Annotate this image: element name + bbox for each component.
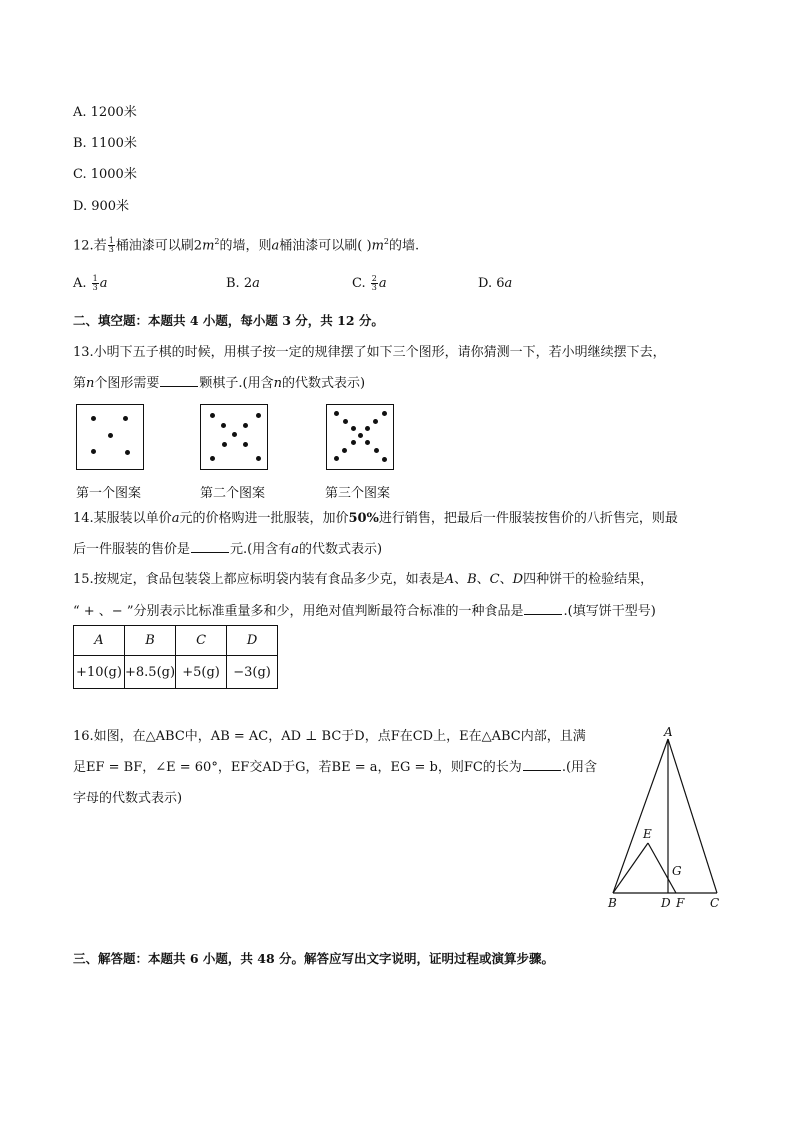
segment-ab [613,739,668,893]
table-cell: +8.5(g) [125,656,176,689]
math-var: a [99,276,108,291]
q12-text: 桶油漆可以刷2 [115,238,203,254]
q15-text: “ + 、− ”分别表示比标准重量多和少，用绝对值判断最符合标准的一种食品是 [73,604,524,619]
q14-text: 进行销售，把最后一件服装按售价的八折售完，则最 [378,511,678,526]
math-var: a [504,276,513,291]
q16-text: 足EF = BF，∠E = 60°，EF交AD于G，若BE = a，EG = b，则FC的长为 [73,760,522,775]
q14-line-2 [73,539,382,560]
chess-piece-dot [256,413,261,418]
chess-piece-dot [222,442,227,447]
q12-stem [73,232,419,256]
section-3-heading: 三、解答题：本题共 6 小题，共 48 分。解答应写出文字说明，证明过程或演算步骤。 [73,951,555,966]
q14-text: 元的价格购进一批服装，加价 [179,511,349,526]
separator: 、 [454,572,468,587]
q15-line-2 [73,601,656,622]
triangle-figure [600,725,730,915]
table-header-cell: A [74,626,125,656]
q12-option-b [226,274,260,294]
chess-piece-dot [342,448,347,453]
separator: 、 [499,572,513,587]
q12-text: 的墙. [388,238,420,254]
math-var: A [444,572,455,587]
option-label: A. [73,276,87,291]
chess-piece-dot [125,450,130,455]
q16-line-2 [73,757,597,778]
fraction [92,275,99,292]
q11-option-b: B. 1100米 [73,136,137,151]
answer-blank[interactable] [191,539,229,553]
chess-piece-dot [365,426,370,431]
chess-piece-dot [365,440,370,445]
pattern-1-box [76,404,144,470]
q16-text: .(用含 [561,760,598,775]
pattern-3-caption: 第三个图案 [325,486,391,501]
table-cell: −3(g) [227,656,278,689]
table-cell: +10(g) [74,656,125,689]
q12-text: 若 [93,238,107,254]
option-label: C. [352,276,366,291]
pattern-2-caption: 第二个图案 [200,486,266,501]
section-2-heading: 二、填空题：本题共 4 小题，每小题 3 分，共 12 分。 [73,313,384,328]
math-var: a [291,542,299,557]
chess-piece-dot [256,456,261,461]
q15-text: .(填写饼干型号) [563,604,656,619]
chess-piece-dot [334,456,339,461]
q13-line-2 [73,373,365,394]
math-var: a [271,238,280,254]
fraction-numerator: 2 [371,274,377,283]
chess-piece-dot [210,413,215,418]
q11-option-c: C. 1000米 [73,167,137,182]
q15-table [73,625,278,689]
table-header-cell: D [227,626,278,656]
option-label: D. 6 [478,276,505,291]
chess-piece-dot [232,432,237,437]
q16-line-3: 字母的代数式表示) [73,791,183,806]
segment-be [613,843,648,893]
chess-piece-dot [351,426,356,431]
label-f: F [676,896,685,910]
answer-blank[interactable] [523,757,561,771]
q13-text: 个图形需要 [94,376,160,391]
q14-text: 后一件服装的售价是 [73,542,191,557]
pattern-1-caption: 第一个图案 [76,486,142,501]
label-a: A [664,725,673,739]
q14-text: 14.某服装以单价 [73,511,172,526]
q15-text: 15.按规定，食品包装袋上都应标明袋内装有食品多少克，如表是 [73,572,445,587]
math-var: D [512,572,524,587]
q11-option-a: A. 1200米 [73,105,137,120]
fraction-denominator: 3 [92,283,98,292]
q14-percent: 50% [348,511,379,526]
q12-option-c [352,274,387,294]
q12-option-a [73,274,108,294]
label-c: C [710,896,720,910]
option-label: B. 2 [226,276,253,291]
chess-piece-dot [221,423,226,428]
q13-text: 的代数式表示) [282,376,366,391]
table-row [74,656,278,689]
math-var: m [202,238,215,254]
chess-piece-dot [91,416,96,421]
answer-blank[interactable] [524,601,562,615]
chess-piece-dot [210,456,215,461]
math-var: a [171,511,180,526]
chess-piece-dot [123,416,128,421]
fraction-numerator: 1 [92,274,98,283]
q12-text: 的墙，则 [219,238,272,254]
math-var: B [467,572,477,587]
chess-piece-dot [334,411,339,416]
math-var: m [371,238,384,254]
chess-piece-dot [108,433,113,438]
chess-piece-dot [374,448,379,453]
q14-text: 元.(用含有 [230,542,292,557]
label-d: D [661,896,671,910]
q14-line-1 [73,509,678,529]
math-var: a [252,276,260,291]
superscript: 2 [214,237,220,246]
chess-piece-dot [243,423,248,428]
fraction-denominator: 3 [108,245,114,255]
chess-piece-dot [382,411,387,416]
chess-piece-dot [358,433,363,438]
separator: 、 [476,572,490,587]
math-var: a [378,276,387,291]
chess-piece-dot [343,419,348,424]
q15-line-1 [73,570,653,590]
q12-option-d [478,274,512,294]
superscript: 2 [383,237,389,246]
q12-fraction [108,237,115,254]
pattern-2-box [200,404,268,470]
q13-line-1: 13.小明下五子棋的时候，用棋子按一定的规律摆了如下三个图形，请你猜测一下，若小明继续摆下去， [73,345,666,360]
q11-option-d: D. 900米 [73,199,130,214]
q12-number: 12. [73,238,94,254]
math-var: C [489,572,500,587]
fraction-denominator: 3 [371,283,377,292]
chess-piece-dot [382,457,387,462]
chess-piece-dot [351,440,356,445]
q12-text: 桶油漆可以刷( ) [279,238,372,254]
q15-text: 四种饼干的检验结果， [523,572,654,587]
fraction [371,275,378,292]
q13-text: 第 [73,376,87,391]
pattern-3-box [326,404,394,470]
q14-text: 的代数式表示) [299,542,383,557]
table-header-row [74,626,278,656]
label-g: G [672,864,682,878]
label-e: E [643,827,652,841]
math-var: n [273,376,282,391]
answer-blank[interactable] [160,373,198,387]
table-cell: +5(g) [176,656,227,689]
fraction-numerator: 1 [108,236,114,246]
table-header-cell: C [176,626,227,656]
math-var: n [86,376,95,391]
chess-piece-dot [373,419,378,424]
label-b: B [608,896,617,910]
chess-piece-dot [91,449,96,454]
table-header-cell: B [125,626,176,656]
chess-piece-dot [243,442,248,447]
q13-text: 颗棋子.(用含 [199,376,274,391]
q16-line-1: 16.如图，在△ABC中，AB = AC，AD ⊥ BC于D，点F在CD上，E在△ABC内部，且满 [73,729,586,744]
